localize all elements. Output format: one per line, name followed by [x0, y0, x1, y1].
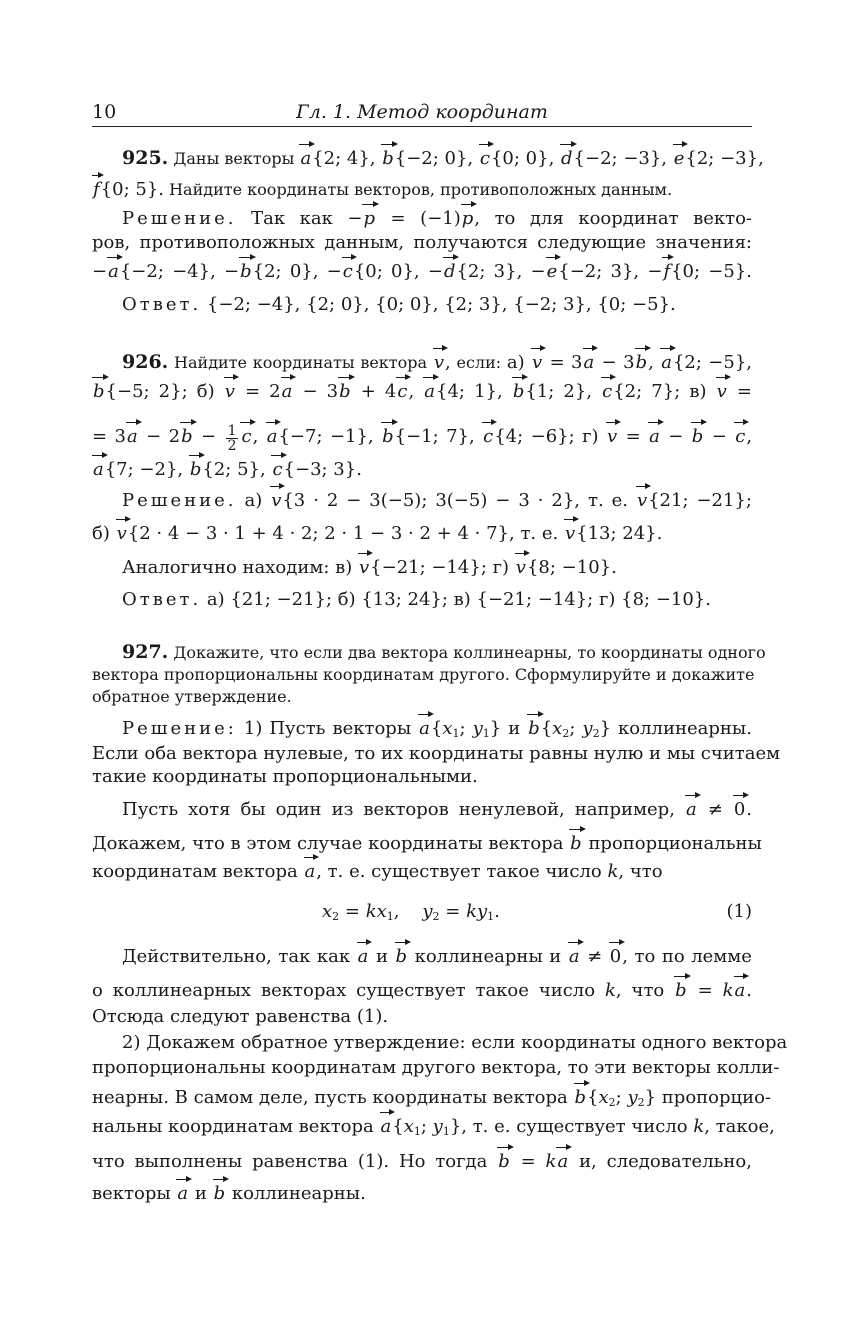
solution-927-line-5: Докажем, что в этом случае координаты вектора b пропорциональны	[92, 833, 762, 854]
equation-label: (1)	[726, 901, 752, 922]
solution-925-line-3: −a{−2; −4}, −b{2; 0}, −c{0; 0}, −d{2; 3}, −e{−2; 3}, −f{0; −5}.	[92, 261, 752, 282]
solution-926-line-1: Решение. а) v{3 · 2 − 3(−5); 3(−5) − 3 · 2}, т. е. v{21; −21};	[122, 490, 752, 511]
solution-927-line-4: Пусть хотя бы один из векторов ненулевой, например, a ≠ 0.	[122, 799, 752, 820]
problem-925-line-2: f{0; 5}. Найдите координаты векторов, противоположных данным.	[93, 179, 673, 200]
solution-926-label: Решение.	[122, 490, 237, 511]
solution-925-label: Решение.	[122, 208, 237, 229]
answer-925-label: Ответ.	[122, 294, 202, 315]
solution-927-line-2: Если оба вектора нулевые, то их координаты равны нулю и мы считаем	[92, 743, 781, 764]
problem-925-line-1: 925. Даны векторы a{2; 4}, b{−2; 0}, c{0; 0}, d{−2; −3}, e{2; −3},	[122, 147, 764, 169]
solution-927-line-12: неарны. В самом деле, пусть координаты вектора $b\{x_2$; $y_2$} пропорцио-	[92, 1087, 772, 1109]
solution-927-line-6: координатам вектора a, т. е. существует такое число k, что	[92, 861, 663, 882]
solution-927-line-9: Отсюда следуют равенства (1).	[92, 1006, 389, 1027]
problem-925-number: 925.	[122, 147, 169, 169]
solution-927-line-15: векторы a и b коллинеарны.	[92, 1183, 366, 1204]
solution-926-line-2: б) v{2 · 4 − 3 · 1 + 4 · 2; 2 · 1 − 3 · 2 + 4 · 7}, т. е. v{13; 24}.	[92, 523, 663, 544]
answer-925	[92, 296, 752, 314]
problem-926-number: 926.	[122, 351, 169, 373]
solution-927-line-1: Решение: 1) Пусть векторы $a\{x_1$; $y_1$} и $b\{x_2$; $y_2$} коллинеарны.	[122, 718, 752, 740]
page-header	[92, 100, 752, 127]
problem-926-line-3: = 3a − 2b − $\frac{1}{2}$ c, a{−7; −1}, b{−1; 7}, c{4; −6}; г) v = a − b − c,	[92, 423, 753, 454]
problem-927-line-1: 927. Докажите, что если два вектора коллинеарны, то координаты одного	[122, 641, 766, 663]
problem-926-line-4: a{7; −2}, b{2; 5}, c{−3; 3}.	[93, 459, 362, 480]
solution-927-line-10: 2) Докажем обратное утверждение: если координаты одного вектора	[122, 1032, 788, 1053]
problem-927-line-2: вектора пропорциональны координатам другого. Сформулируйте и докажите	[92, 665, 755, 684]
solution-925-line-1: Решение. Так как −p = (−1)p, то для координат векто-	[122, 208, 752, 229]
chapter-title: Гл. 1. Метод координат	[296, 101, 548, 123]
solution-927-line-7: Действительно, так как a и b коллинеарны и a ≠ 0, то по лемме	[122, 946, 752, 967]
solution-925-line-2: ров, противоположных данным, получаются следующие значения:	[92, 232, 752, 253]
solution-927-line-14: что выполнены равенства (1). Но тогда b = ka и, следовательно,	[92, 1151, 752, 1172]
solution-927-line-3: такие координаты пропорциональными.	[92, 766, 478, 787]
page-number: 10	[92, 101, 117, 123]
problem-927-line-3: обратное утверждение.	[92, 687, 292, 706]
solution-927-line-11: пропорциональны координатам другого вектора, то эти векторы колли-	[92, 1057, 780, 1078]
answer-926	[92, 591, 752, 609]
solution-927-line-13: нальны координатам вектора $a\{x_1$; $y_1$}, т. е. существует число k, такое,	[92, 1116, 775, 1138]
solution-926-line-3: Аналогично находим: в) v{−21; −14}; г) v{8; −10}.	[122, 557, 617, 578]
answer-926-text: а) {21; −21}; б) {13; 24}; в) {−21; −14}; г) {8; −10}.	[206, 589, 711, 610]
problem-926-line-1: 926. Найдите координаты вектора v, если: а) v = 3a − 3b, a{2; −5},	[122, 351, 752, 373]
problem-927-number: 927.	[122, 641, 169, 663]
problem-926-line-2: b{−5; 2}; б) v = 2a − 3b + 4c, a{4; 1}, b{1; 2}, c{2; 7}; в) v =	[93, 381, 752, 402]
solution-927-label: Решение:	[122, 718, 237, 739]
answer-925-text: {−2; −4}, {2; 0}, {0; 0}, {2; 3}, {−2; 3}, {0; −5}.	[206, 294, 676, 315]
solution-927-line-8: о коллинеарных векторах существует такое число k, что b = ka.	[92, 980, 752, 1001]
answer-926-label: Ответ.	[122, 589, 202, 610]
problem-925-text: Даны векторы	[173, 149, 295, 168]
